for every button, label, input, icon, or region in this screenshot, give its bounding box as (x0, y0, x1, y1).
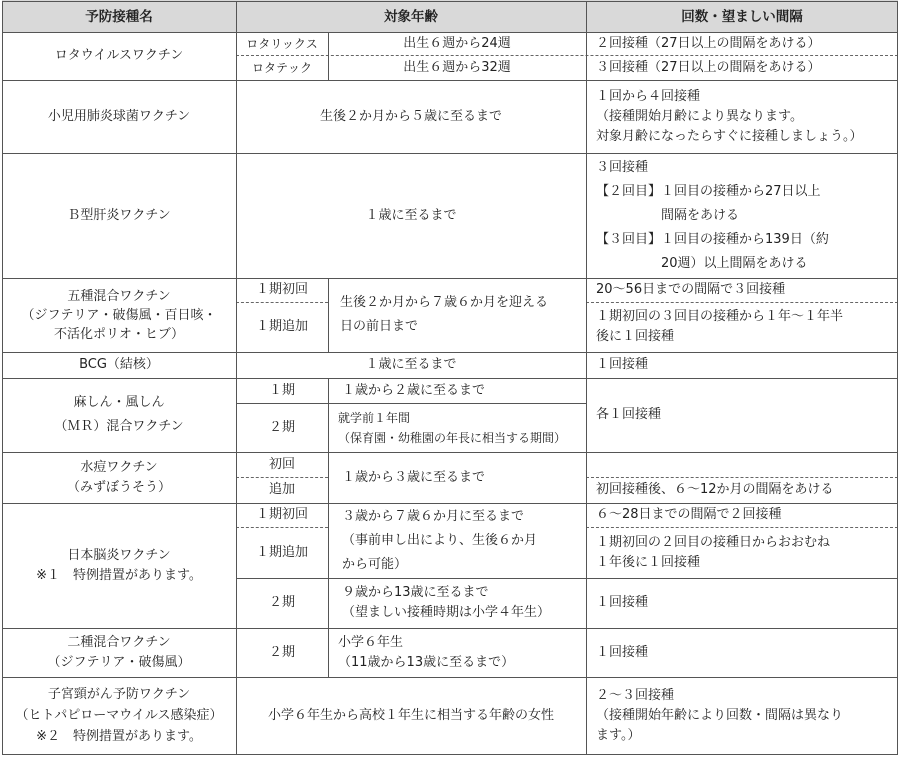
age-hepatitis-b: １歳に至るまで (365, 207, 457, 223)
age-hpv: 小学６年生から高校１年生に相当する年齢の女性 (267, 707, 554, 723)
vaccine-name-pneumococcal: 小児用肺炎球菌ワクチン (47, 108, 191, 124)
sub-dt-phase2: ２期 (268, 644, 295, 660)
vaccine-name-dt: 二種混合ワクチン （ジフテリア・破傷風） (47, 634, 191, 670)
vaccine-name-hepatitis-b: Ｂ型肝炎ワクチン (67, 207, 171, 223)
header-doses-interval: 回数・望ましい間隔 (681, 8, 803, 25)
dose-je-phase2: １回接種 (596, 595, 649, 610)
vaccine-name-bcg: BCG（結核） (79, 357, 159, 372)
age-bcg: １歳に至るまで (365, 357, 457, 372)
sub-mr-phase2: ２期 (268, 419, 295, 435)
vaccine-name-pentavalent: 五種混合ワクチン （ジフテリア・破傷風・百日咳・ 不活化ポリオ・ヒブ） (21, 288, 217, 342)
dose-dt: １回接種 (596, 644, 649, 660)
sub-varicella-additional: 追加 (268, 482, 295, 497)
age-mr-phase1: １歳から２歳に至るまで (342, 382, 486, 398)
sub-je-phase2: ２期 (268, 595, 295, 610)
dose-pentavalent-primary: 20〜56日までの間隔で３回接種 (596, 282, 786, 297)
age-varicella: １歳から３歳に至るまで (342, 469, 486, 485)
sub-je-phase1-additional: １期追加 (255, 544, 308, 560)
age-pneumococcal: 生後２か月から５歳に至るまで (319, 108, 502, 124)
sub-pentavalent-booster: １期追加 (255, 319, 308, 334)
dose-bcg: １回接種 (596, 357, 649, 372)
vaccine-name-rotavirus: ロタウイルスワクチン (54, 48, 184, 63)
age-pentavalent: 生後２か月から７歳６か月を迎える 日の前日まで (340, 295, 549, 334)
age-rotarix: 出生６週から24週 (403, 35, 511, 51)
dose-je-phase1-initial: ６〜28日までの間隔で２回接種 (596, 507, 782, 522)
header-target-age: 対象年齢 (384, 8, 438, 25)
dose-varicella-additional: 初回接種後、６〜12か月の間隔をあける (596, 482, 834, 497)
dose-mr: 各１回接種 (596, 407, 662, 422)
dose-pneumococcal: １回から４回接種 （接種開始月齢により異なります。 対象月齢になったらすぐに接種しましょう。） (596, 88, 863, 144)
age-je-phase1: ３歳から７歳６か月に至るまで （事前申し出により、生後６か月 から可能） (342, 508, 538, 572)
sub-varicella-initial: 初回 (268, 456, 295, 472)
header-vaccine-name: 予防接種名 (85, 8, 153, 25)
vaccine-name-mr: 麻しん・風しん （ＭＲ）混合ワクチン (54, 395, 184, 434)
vaccine-name-japanese-encephalitis: 日本脳炎ワクチン ※１ 特例措置があります。 (36, 547, 202, 583)
dose-rotarix: ２回接種（27日以上の間隔をあける） (596, 35, 821, 51)
dose-rotateq: ３回接種（27日以上の間隔をあける） (596, 59, 821, 75)
vaccine-name-hpv: 子宮頸がん予防ワクチン （ヒトパピローマウイルス感染症） ※２ 特例措置があります。 (15, 687, 223, 744)
vaccine-name-varicella: 水痘ワクチン （みずぼうそう） (66, 459, 171, 495)
sub-rotateq: ロタテック (251, 60, 312, 75)
age-rotateq: 出生６週から32週 (403, 59, 511, 75)
sub-rotarix: ロタリックス (246, 36, 318, 51)
sub-pentavalent-primary: １期初回 (255, 282, 308, 297)
dose-je-phase1-additional: １期初回の２回目の接種日からおおむね １年後に１回接種 (596, 534, 831, 570)
age-dt: 小学６年生 （11歳から13歳に至るまで） (338, 634, 515, 670)
sub-je-phase1-initial: １期初回 (255, 507, 308, 522)
age-mr-phase2: 就学前１年間 （保育園・幼稚園の年長に相当する期間） (338, 410, 567, 445)
sub-mr-phase1: １期 (268, 382, 295, 398)
dose-hpv: ２〜３回接種 （接種開始年齢により回数・間隔は異なり ます。） (596, 687, 844, 743)
age-je-phase2: ９歳から13歳に至るまで （望ましい接種時期は小学４年生） (342, 585, 551, 620)
dose-pentavalent-booster: １期初回の３回目の接種から１年〜１年半 後に１回接種 (596, 309, 844, 344)
dose-hepatitis-b: ３回接種 【２回目】１回目の接種から27日以上 間隔をあける 【３回目】１回目の接種から139日（約 20週）以上間隔をあける (596, 159, 829, 271)
rule (2, 754, 898, 755)
